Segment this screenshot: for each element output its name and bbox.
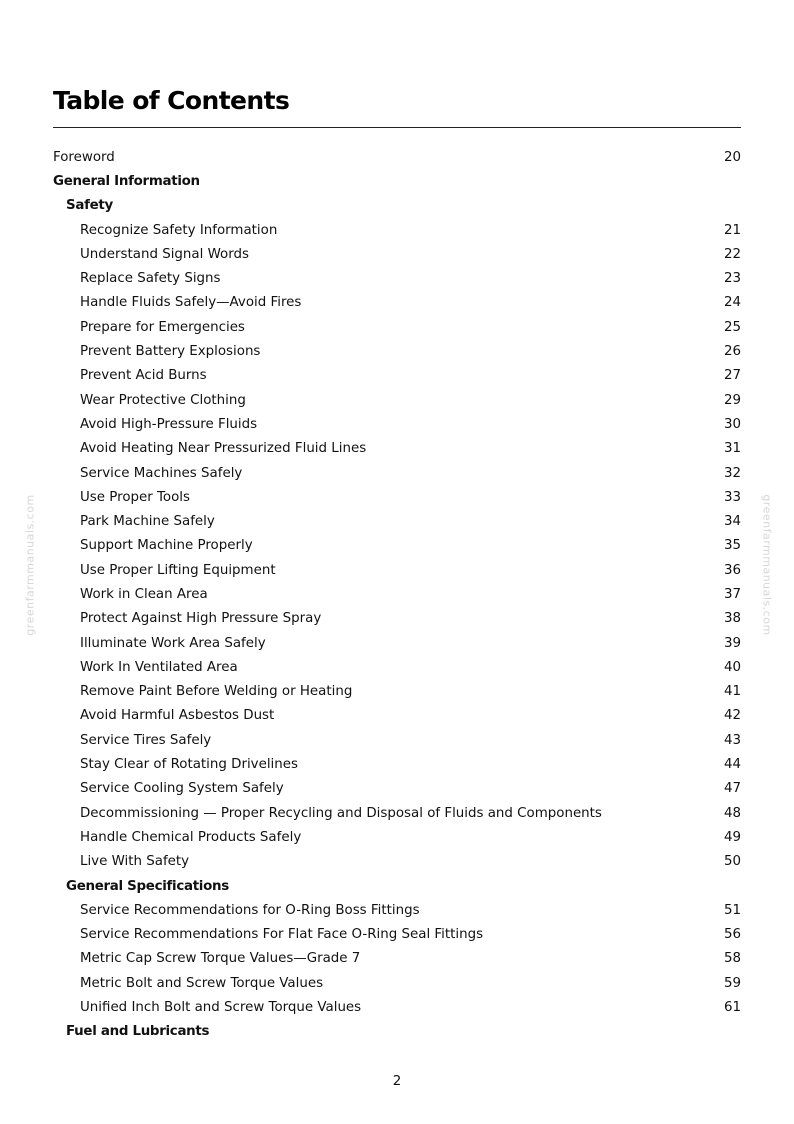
toc-entry-page: 35: [723, 538, 741, 554]
toc-entry-page: 59: [723, 975, 741, 991]
toc-entry[interactable]: [53, 995, 741, 1019]
toc-entry-label: Recognize Safety Information: [80, 222, 278, 238]
toc-entry-label: Wear Protective Clothing: [80, 392, 246, 408]
toc-entry-label: Service Cooling System Safely: [80, 781, 284, 797]
toc-entry-page: 27: [723, 368, 741, 384]
toc-entry-label: Metric Bolt and Screw Torque Values: [80, 975, 324, 991]
toc-entry-page: 61: [723, 1000, 741, 1016]
toc-section-heading[interactable]: [53, 874, 741, 898]
watermark-right: greenfarmmanuals.com: [760, 494, 774, 636]
toc-entry-page: 58: [723, 951, 741, 967]
toc-entry[interactable]: [53, 582, 741, 606]
toc-entry[interactable]: [53, 485, 741, 509]
toc-entry-label: Support Machine Properly: [80, 538, 253, 554]
toc-entry[interactable]: [53, 704, 741, 728]
toc-entry[interactable]: [53, 339, 741, 363]
title-divider: [53, 127, 741, 128]
toc-entry[interactable]: [53, 145, 741, 169]
watermark-left: greenfarmmanuals.com: [23, 494, 37, 636]
toc-section-heading[interactable]: [53, 1020, 741, 1044]
toc-entry[interactable]: [53, 947, 741, 971]
toc-entry-label: Work in Clean Area: [80, 586, 208, 602]
toc-entry-label: Decommissioning — Proper Recycling and Disposal of Fluids and Components: [80, 805, 602, 821]
toc-entry[interactable]: [53, 898, 741, 922]
toc-entry-page: 42: [723, 708, 741, 724]
toc-entry-label: Unified Inch Bolt and Screw Torque Values: [80, 1000, 362, 1016]
toc-entry-page: 24: [723, 295, 741, 311]
toc-entry-page: 31: [723, 441, 741, 457]
toc-entry[interactable]: [53, 242, 741, 266]
toc-entry[interactable]: [53, 218, 741, 242]
toc-entry-page: 30: [723, 416, 741, 432]
toc-entry-page: 26: [723, 344, 741, 360]
toc-entry[interactable]: [53, 971, 741, 995]
toc-entry-page: 47: [723, 781, 741, 797]
toc-entry-label: Prevent Battery Explosions: [80, 344, 261, 360]
toc-entry[interactable]: [53, 728, 741, 752]
toc-entry[interactable]: [53, 680, 741, 704]
toc-entry[interactable]: [53, 850, 741, 874]
toc-section-heading[interactable]: [53, 169, 741, 193]
toc-entry-page: 41: [723, 684, 741, 700]
toc-entry-page: 49: [723, 829, 741, 845]
toc-entry-label: Understand Signal Words: [80, 246, 249, 262]
toc-section-heading[interactable]: [53, 194, 741, 218]
toc-entry-page: 50: [723, 854, 741, 870]
toc-entry-label: Foreword: [53, 149, 115, 165]
toc-entry-label: Avoid High-Pressure Fluids: [80, 416, 258, 432]
toc-entry[interactable]: [53, 534, 741, 558]
toc-entry-page: 56: [723, 927, 741, 943]
toc-entry-label: Handle Chemical Products Safely: [80, 829, 302, 845]
toc-entry[interactable]: [53, 801, 741, 825]
toc-entry[interactable]: [53, 315, 741, 339]
toc-entry-page: 39: [723, 635, 741, 651]
toc-entry-page: 44: [723, 757, 741, 773]
toc-entry-label: Replace Safety Signs: [80, 271, 221, 287]
toc-entry-page: 23: [723, 271, 741, 287]
toc-entry[interactable]: [53, 607, 741, 631]
toc-entry-label: Safety: [66, 198, 113, 214]
toc-entry-label: Service Recommendations for O-Ring Boss Fittings: [80, 902, 420, 918]
toc-entry-page: 29: [723, 392, 741, 408]
toc-entry[interactable]: [53, 461, 741, 485]
toc-entry[interactable]: [53, 777, 741, 801]
toc-entry-label: Prevent Acid Burns: [80, 368, 207, 384]
toc-entry-page: 51: [723, 902, 741, 918]
toc-entry-page: 34: [723, 514, 741, 530]
toc-entry[interactable]: [53, 752, 741, 776]
toc-entry-label: Use Proper Lifting Equipment: [80, 562, 276, 578]
toc-entry[interactable]: [53, 923, 741, 947]
toc-entry[interactable]: [53, 825, 741, 849]
toc-entry-page: 21: [723, 222, 741, 238]
toc-entry-page: 36: [723, 562, 741, 578]
toc-entry-label: Stay Clear of Rotating Drivelines: [80, 757, 298, 773]
toc-entry-label: Service Tires Safely: [80, 732, 212, 748]
toc-entry-label: Prepare for Emergencies: [80, 319, 245, 335]
toc-entry-label: Fuel and Lubricants: [66, 1024, 210, 1040]
toc-entry[interactable]: [53, 558, 741, 582]
toc-entry[interactable]: [53, 412, 741, 436]
toc-entry-label: Protect Against High Pressure Spray: [80, 611, 322, 627]
toc-entry-label: Work In Ventilated Area: [80, 659, 238, 675]
toc-entry[interactable]: [53, 388, 741, 412]
toc-entry[interactable]: [53, 364, 741, 388]
toc-entry-label: Avoid Heating Near Pressurized Fluid Lines: [80, 441, 367, 457]
toc-entry-label: General Specifications: [66, 878, 229, 894]
toc-entry-page: 43: [723, 732, 741, 748]
toc-entry-page: 25: [723, 319, 741, 335]
toc-entry[interactable]: [53, 291, 741, 315]
toc-entry-label: Park Machine Safely: [80, 514, 215, 530]
toc-entry[interactable]: [53, 509, 741, 533]
toc-entry-label: Avoid Harmful Asbestos Dust: [80, 708, 275, 724]
toc-entry[interactable]: [53, 266, 741, 290]
toc-entry-label: Metric Cap Screw Torque Values—Grade 7: [80, 951, 361, 967]
toc-entry[interactable]: [53, 655, 741, 679]
toc-entry-page: 32: [723, 465, 741, 481]
page-number: 2: [392, 1074, 402, 1089]
toc-entry-label: General Information: [53, 173, 200, 189]
toc-entry-page: 40: [723, 659, 741, 675]
toc-entry[interactable]: [53, 437, 741, 461]
toc-entry-label: Remove Paint Before Welding or Heating: [80, 684, 353, 700]
toc-entry-label: Live With Safety: [80, 854, 190, 870]
toc-entry-label: Service Recommendations For Flat Face O-Ring Seal Fittings: [80, 927, 484, 943]
toc-entry-page: 22: [723, 246, 741, 262]
toc-entry-page: 20: [723, 149, 741, 165]
toc-entry-page: 33: [723, 489, 741, 505]
toc-entry-page: 37: [723, 586, 741, 602]
toc-list: [53, 145, 741, 1044]
toc-entry-page: 48: [723, 805, 741, 821]
toc-entry-label: Illuminate Work Area Safely: [80, 635, 266, 651]
toc-entry-page: 38: [723, 611, 741, 627]
toc-entry-label: Handle Fluids Safely—Avoid Fires: [80, 295, 302, 311]
toc-entry-label: Use Proper Tools: [80, 489, 191, 505]
toc-entry-label: Service Machines Safely: [80, 465, 243, 481]
toc-entry[interactable]: [53, 631, 741, 655]
page-title: Table of Contents: [53, 86, 290, 115]
